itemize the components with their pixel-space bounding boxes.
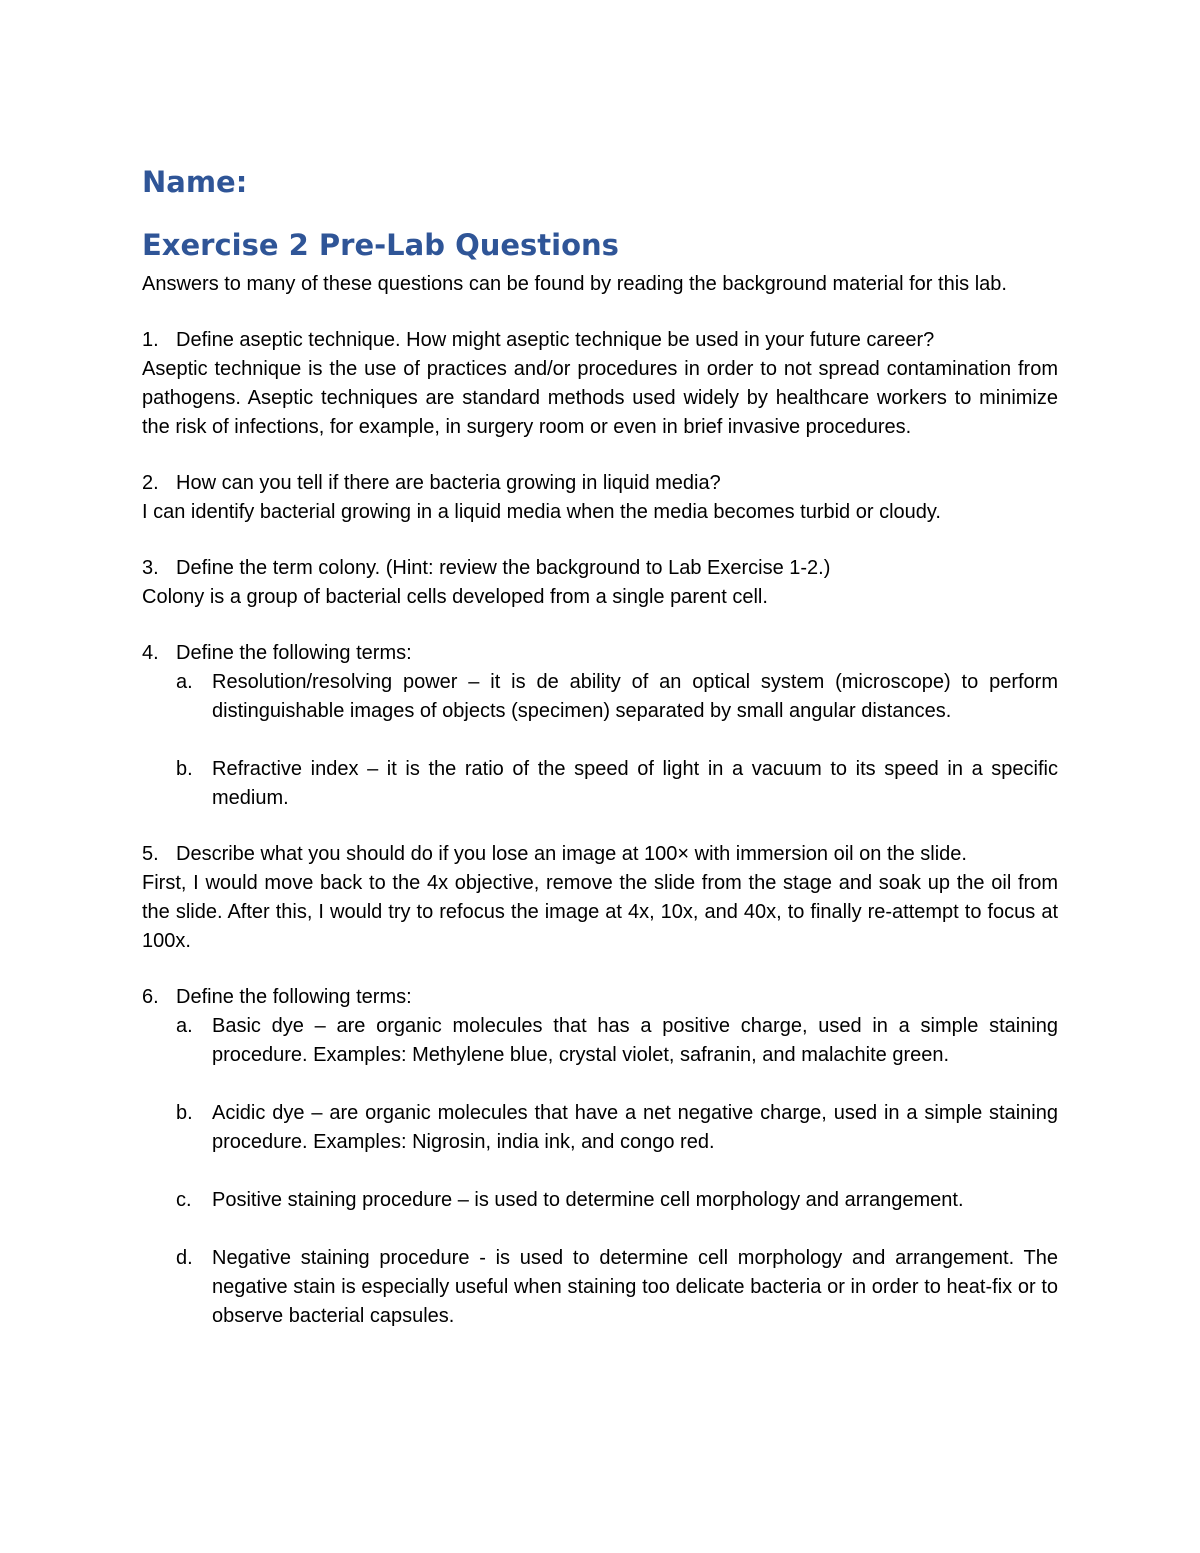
sub-item-text: Refractive index – it is the ratio of the speed of light in a vacuum to its speed in a specific medium. [212,758,1058,809]
question-text: Define the following terms: [176,986,412,1008]
document-page [142,160,1058,1331]
sub-item [176,668,1058,726]
sub-item-letter: b. [176,1102,193,1124]
sub-item [176,1099,1058,1157]
question-text: Describe what you should do if you lose an image at 100× with immersion oil on the slide. [176,843,967,865]
question-6 [142,983,1058,1331]
sub-item-text: Negative staining procedure - is used to determine cell morphology and arrangement. The negative stain is especially useful when staining too delicate bacteria or in order to heat-fix or to observe bacterial capsules. [212,1247,1058,1327]
intro-paragraph: Answers to many of these questions can be found by reading the background material for this lab. [142,273,1007,295]
question-text: Define the following terms: [176,642,412,664]
question-text: Define the term colony. (Hint: review the background to Lab Exercise 1-2.) [176,557,831,579]
page-title: Exercise 2 Pre-Lab Questions [142,228,619,262]
sub-item-letter: a. [176,671,193,693]
question-3 [142,554,1058,612]
sub-item-text: Positive staining procedure – is used to determine cell morphology and arrangement. [212,1189,964,1211]
question-number: 1. [142,329,159,351]
answer-text: Colony is a group of bacterial cells developed from a single parent cell. [142,586,768,608]
sub-item-letter: a. [176,1015,193,1037]
sub-item-text: Acidic dye – are organic molecules that have a net negative charge, used in a simple staining procedure. Examples: Nigrosin, india ink, and congo red. [212,1102,1058,1153]
sub-list [176,1012,1058,1331]
sub-item-letter: b. [176,758,193,780]
sub-item-letter: c. [176,1189,192,1211]
question-1 [142,326,1058,442]
question-number: 6. [142,986,159,1008]
sub-item-text: Resolution/resolving power – it is de ability of an optical system (microscope) to perform distinguishable images of objects (specimen) separated by small angular distances. [212,671,1058,722]
sub-item [176,1186,1058,1215]
sub-item-letter: d. [176,1247,193,1269]
question-5 [142,840,1058,956]
sub-item [176,755,1058,813]
question-number: 4. [142,642,159,664]
name-heading: Name: [142,165,248,199]
question-number: 3. [142,557,159,579]
answer-text: Aseptic technique is the use of practices and/or procedures in order to not spread contamination from pathogens. Aseptic techniques are standard methods used widely by healthcare workers to minimize the risk of infections, for example, in surgery room or even in brief invasive procedures. [142,358,1058,438]
question-text: Define aseptic technique. How might aseptic technique be used in your future career? [176,329,935,351]
question-2 [142,469,1058,527]
answer-text: First, I would move back to the 4x objective, remove the slide from the stage and soak up the oil from the slide. After this, I would try to refocus the image at 4x, 10x, and 40x, to finally re-attempt to focus at 100x. [142,872,1058,952]
sub-item-text: Basic dye – are organic molecules that has a positive charge, used in a simple staining procedure. Examples: Methylene blue, crystal violet, safranin, and malachite green. [212,1015,1058,1066]
question-text: How can you tell if there are bacteria growing in liquid media? [176,472,721,494]
question-number: 5. [142,843,159,865]
sub-item [176,1012,1058,1070]
question-4 [142,639,1058,813]
sub-list [176,668,1058,813]
sub-item [176,1244,1058,1331]
answer-text: I can identify bacterial growing in a liquid media when the media becomes turbid or cloudy. [142,501,941,523]
question-number: 2. [142,472,159,494]
